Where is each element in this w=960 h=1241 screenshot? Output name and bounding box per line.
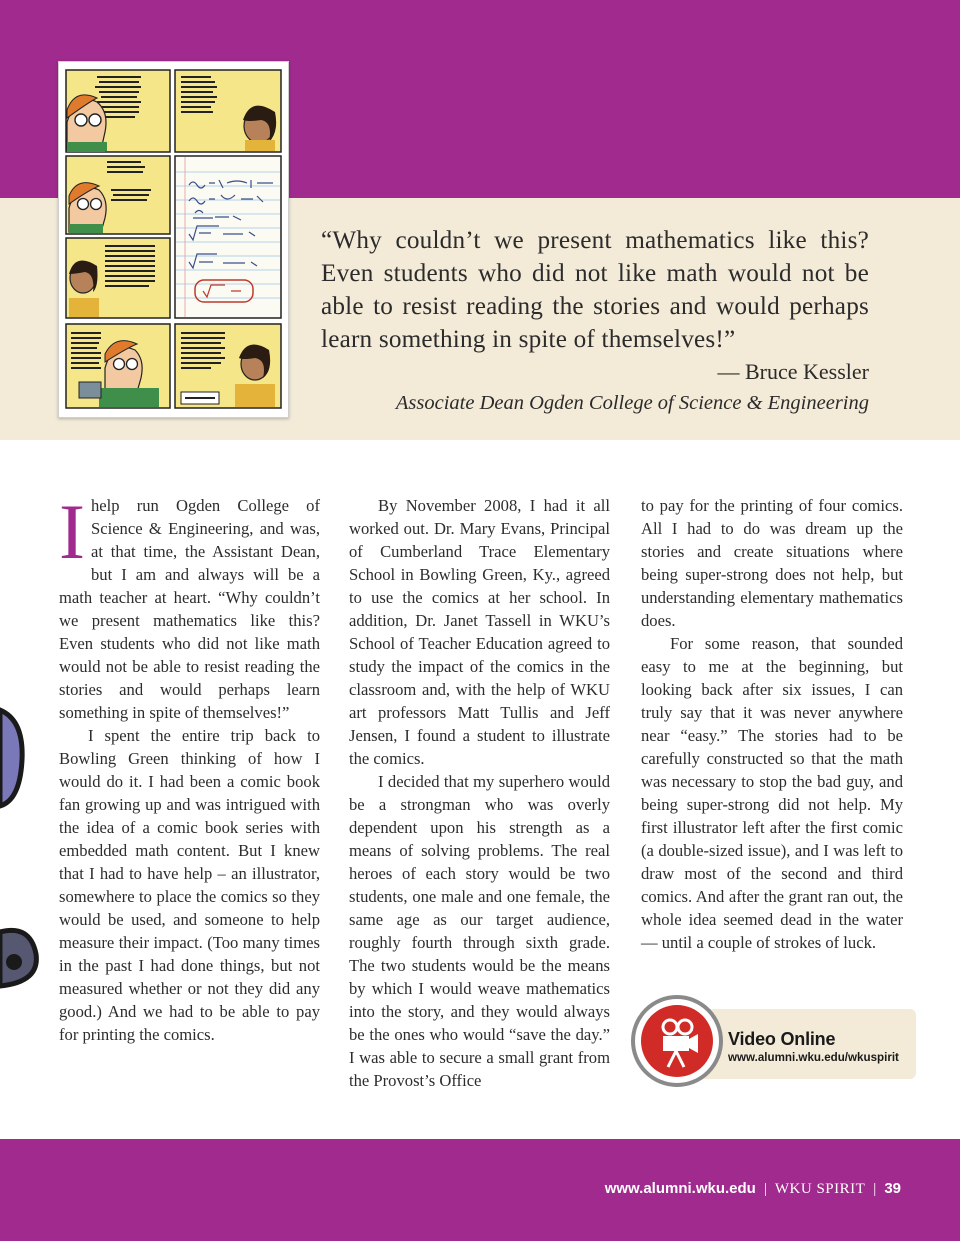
girl-character <box>243 106 276 151</box>
quote-attribution: — Bruce Kessler <box>717 359 869 384</box>
body-column-3 <box>641 494 903 954</box>
quote-attribution-title: Associate Dean Ogden College of Science & Engineering <box>395 392 869 414</box>
body-paragraph: to pay for the printing of four comics. All I had to do was dream up the stories and create situations where being super-strong does not help, but understanding elementary mathematics does. <box>641 496 903 630</box>
footer-url[interactable]: www.alumni.wku.edu <box>604 1180 756 1197</box>
body-paragraph: For some reason, that sounded easy to me at the beginning, but looking back after six issues, I can truly say that it was never anywhere near “easy.” The stories had to be carefully constructed so that the math was necessary to stop the bad guy, and being super-strong did not help. My first illustrator left after the first comic (a double-sized issue), and I was left to draw most of the second and third comics. And after the grant ran out, the whole idea seemed dead in the water — until a couple of strokes of luck. <box>641 634 903 952</box>
edge-graphic-fragment <box>0 700 42 1010</box>
video-icon-circle[interactable] <box>631 995 723 1087</box>
body-paragraph: By November 2008, I had it all worked out. Dr. Mary Evans, Principal of Cumberland Trace Elementary School in Bowling Green, Ky., agreed to use the comics at her school. In addition, Dr. Janet Tassell in WKU’s School of Teacher Education agreed to study the impact of the comics in the classroom and, with the help of WKU art professors Matt Tullis and Jeff Jensen, I found a student to illustrate the comics. <box>349 496 610 768</box>
comic-thumbnail <box>58 61 289 418</box>
page-footer <box>605 1180 901 1198</box>
footer-publication: WKU SPIRIT <box>774 1181 866 1197</box>
body-column-2 <box>349 494 610 1092</box>
comic-page-illustration <box>59 62 288 417</box>
body-paragraph: I decided that my superhero would be a strongman who was overly dependent upon his strength as a means of solving problems. The real heroes of each story would be two students, one male and one female, the same age as our target audience, roughly fourth through sixth grade. The two students would be the means by which I would weave mathematics into the story, and they would always be the ones who would “save the day.” I was able to secure a small grant from the Provost’s Office <box>349 772 610 1090</box>
paragraph-text: help run Ogden College of Science & Engineering, and was, at that time, the Assistant Dean, but I am and always will be a math teacher at heart. “Why couldn’t we present mathematics like this? Even students who did not like math would not be able to resist reading the stories and would perhaps learn something in spite of themselves!” <box>59 496 320 722</box>
video-online-title: Video Online <box>728 1029 836 1049</box>
body-column-1 <box>59 488 320 1046</box>
drop-cap: I <box>59 488 85 575</box>
video-online-url[interactable]: www.alumni.wku.edu/wkuspirit <box>728 1051 899 1064</box>
page-number: 39 <box>884 1180 901 1197</box>
video-online-badge[interactable] <box>631 995 916 1087</box>
footer-separator: | <box>763 1181 767 1197</box>
footer-separator: | <box>873 1181 877 1197</box>
pull-quote: “Why couldn’t we present mathematics like this? Even students who did not like math would not be able to resist reading the stories and would perhaps learn something in spite of themselves!” <box>321 227 869 353</box>
body-paragraph <box>59 488 320 724</box>
body-paragraph: I spent the entire trip back to Bowling Green thinking of how I would do it. I had been a comic book fan growing up and was intrigued with the idea of a comic book series with embedded math content. But I knew that I had to have help – an illustrator, somewhere to place the comics so they would be used, and someone to help measure their impact. (Too many times in the past I had done things, but not measured whether or not they did any good.) And we had to be able to pay for printing the comics. <box>59 726 320 1044</box>
film-projector-icon <box>641 1005 713 1077</box>
